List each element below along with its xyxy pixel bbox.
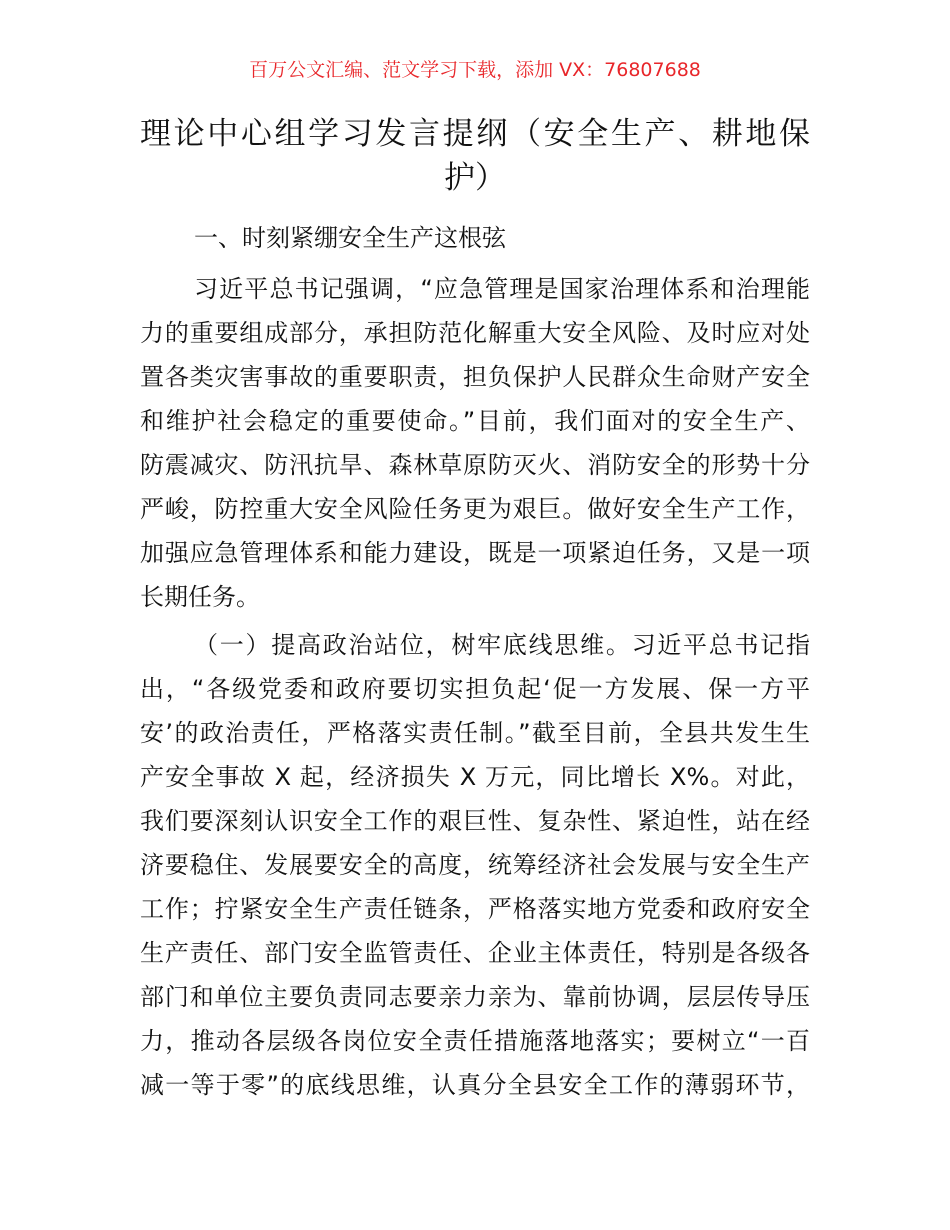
paragraph-line: 力的重要组成部分，承担防范化解重大安全风险、及时应对处 [140,319,810,347]
paragraph-line: 力，推动各层级各岗位安全责任措施落地落实；要树立“一百 [140,1027,810,1055]
title-line: 护） [444,160,506,196]
paragraph-line: （一）提高政治站位，树牢底线思维。习近平总书记指 [194,631,810,659]
paragraph-line: 工作；拧紧安全生产责任链条，严格落实地方党委和政府安全 [140,895,810,923]
paragraph [140,623,810,1107]
title-line: 理论中心组学习发言提纲（安全生产、耕地保 [140,116,810,152]
paragraph-line: 置各类灾害事故的重要职责，担负保护人民群众生命财产安全 [140,363,810,391]
paragraph-line: 生产责任、部门安全监管责任、企业主体责任，特别是各级各 [140,939,810,967]
paragraph-line: 加强应急管理体系和能力建设，既是一项紧迫任务，又是一项 [140,539,810,567]
paragraph [140,267,810,619]
section-heading: 一、时刻紧绷安全生产这根弦 [194,224,506,252]
paragraph-line: 我们要深刻认识安全工作的艰巨性、复杂性、紧迫性，站在经 [140,807,810,835]
paragraph-line: 长期任务。 [140,583,260,611]
paragraph-line: 防震减灾、防汛抗旱、森林草原防灭火、消防安全的形势十分 [140,451,810,479]
paragraph-line: 济要稳住、发展要安全的高度，统筹经济社会发展与安全生产 [140,851,810,879]
paragraph-line: 减一等于零”的底线思维，认真分全县安全工作的薄弱环节， [140,1071,810,1099]
paragraph-line: 安’的政治责任，严格落实责任制。”截至目前，全县共发生生 [140,719,810,747]
paragraph-line: 习近平总书记强调，“应急管理是国家治理体系和治理能 [194,275,810,303]
document-title [140,112,810,200]
paragraph-line: 出，“各级党委和政府要切实担负起‘促一方发展、保一方平 [140,675,810,703]
watermark-header: 百万公文汇编、范文学习下载，添加 VX：76807688 [249,59,701,81]
paragraph-line: 产安全事故 X 起，经济损失 X 万元，同比增长 X%。对此， [140,763,810,791]
paragraph-line: 部门和单位主要负责同志要亲力亲为、靠前协调，层层传导压 [140,983,810,1011]
paragraph-line: 严峻，防控重大安全风险任务更为艰巨。做好安全生产工作， [140,495,810,523]
paragraph-line: 和维护社会稳定的重要使命。”目前，我们面对的安全生产、 [140,407,810,435]
